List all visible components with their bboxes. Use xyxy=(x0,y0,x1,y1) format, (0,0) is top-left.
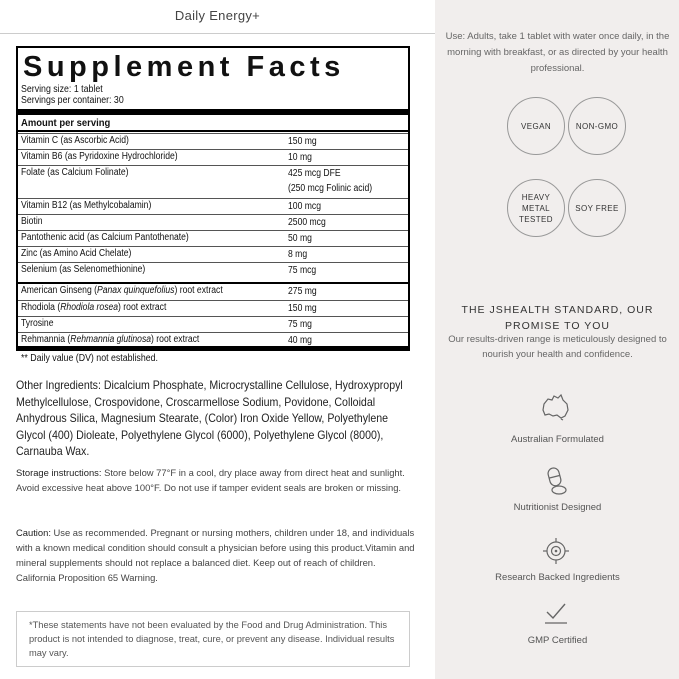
thick-rule xyxy=(18,346,408,350)
nutrient-row xyxy=(18,316,408,333)
nutrient-amount: 425 mcg DFE xyxy=(288,168,341,179)
nutrient-row xyxy=(18,165,408,199)
australia-map-icon xyxy=(537,392,575,422)
nutrient-name: Rhodiola (Rhodiola rosea) root extract xyxy=(21,302,167,313)
feature-label: Nutritionist Designed xyxy=(513,502,602,513)
nutrient-name: Folate (as Calcium Folinate) xyxy=(21,167,129,178)
fda-disclaimer: *These statements have not been evaluated by the Food and Drug Administration. This product is not intended to diagnose, treat, cure, or prevent any disease. Individual results may vary. xyxy=(16,611,410,667)
nutrient-row xyxy=(18,300,408,317)
caution-label: Caution: xyxy=(16,527,51,538)
nutrient-row xyxy=(18,230,408,247)
nutrient-row xyxy=(18,198,408,215)
nutrient-name: Zinc (as Amino Acid Chelate) xyxy=(21,248,132,259)
nutrient-amount: 75 mg xyxy=(288,319,312,330)
non-gmo-badge: NON-GMO xyxy=(568,97,626,155)
nutrient-row xyxy=(18,284,408,300)
supplement-facts-panel xyxy=(16,46,410,364)
storage-instructions xyxy=(16,465,416,495)
amount-per-serving: Amount per serving xyxy=(21,117,111,129)
standard-title: THE JSHEALTH STANDARD, OUR PROMISE TO YOU xyxy=(461,304,654,332)
nutrient-amount: 150 mg xyxy=(288,303,317,314)
product-title: Daily Energy+ xyxy=(174,8,261,23)
storage-label: Storage instructions: xyxy=(16,467,102,478)
nutrient-name: Vitamin B6 (as Pyridoxine Hydrochloride) xyxy=(21,151,178,162)
divider xyxy=(0,33,435,34)
nutrient-row xyxy=(18,214,408,231)
target-icon xyxy=(537,536,575,566)
vegan-badge: VEGAN xyxy=(507,97,565,155)
nutrient-row xyxy=(18,262,408,279)
feature-label: Australian Formulated xyxy=(511,434,604,445)
checkmark-icon xyxy=(537,598,575,628)
footnote: ** Daily value (DV) not established. xyxy=(21,353,158,364)
nutrient-amount: 10 mg xyxy=(288,152,312,163)
thick-rule xyxy=(18,109,408,115)
nutrient-name: American Ginseng (Panax quinquefolius) root extract xyxy=(21,285,223,296)
nutrient-amount: 2500 mcg xyxy=(288,217,326,228)
nutrient-name: Vitamin C (as Ascorbic Acid) xyxy=(21,135,129,146)
nutrient-amount: 150 mg xyxy=(288,136,317,147)
nutrient-name: Rehmannia (Rehmannia glutinosa) root extract xyxy=(21,334,200,345)
caution-text: Use as recommended. Pregnant or nursing mothers, children under 18, and individuals with a known medical condition should consult a physician before using this product.Vitamin and mineral supplements should not replace a balanced diet. Keep out of reach of children. California Proposition 65 Warning. xyxy=(16,527,415,583)
nutrient-row xyxy=(18,246,408,263)
feature-label: GMP Certified xyxy=(527,635,588,646)
caution xyxy=(16,525,416,585)
medium-rule xyxy=(18,130,408,132)
storage-text: Store below 77°F in a cool, dry place away from direct heat and sunlight. Avoid excessive heat above 100°F. Do not use if tamper evident seals are broken or missing. xyxy=(16,467,405,493)
capsule-icon xyxy=(537,466,575,496)
nutrient-name: Selenium (as Selenomethionine) xyxy=(21,264,146,275)
feature-label: Research Backed Ingredients xyxy=(495,572,620,583)
nutrient-amount: 275 mg xyxy=(288,286,317,297)
nutrient-amount-detail: (250 mcg Folinic acid) xyxy=(288,183,373,194)
nutrient-row xyxy=(18,133,408,150)
other-ingredients: Other Ingredients: Dicalcium Phosphate, Microcrystalline Cellulose, Hydroxypropyl Methylcellulose, Crospovidone, Croscarmellose Sodium, Povidone, Colloidal Anhydrous Silica, Magnesium Stearate, (Color) Iron Oxide Yellow, Polyethylene Glycol (400) Dioleate, Polyethylene Glycol (6000), Polyethylene Glycol (8000), Carnauba Wax. xyxy=(16,379,403,458)
nutrient-amount: 50 mg xyxy=(288,233,312,244)
heavy-metal-tested-badge: HEAVY METAL TESTED xyxy=(507,179,565,237)
usage-instructions: Use: Adults, take 1 tablet with water once daily, in the morning with breakfast, or as directed by your health professional. xyxy=(445,31,670,74)
serving-size: Serving size: 1 tablet xyxy=(21,84,103,95)
nutrient-name: Biotin xyxy=(21,216,43,227)
nutrient-row xyxy=(18,149,408,166)
nutrient-name: Pantothenic acid (as Calcium Pantothenate) xyxy=(21,232,189,243)
nutrient-amount: 8 mg xyxy=(288,249,308,260)
nutrient-name: Tyrosine xyxy=(21,318,54,329)
nutrient-amount: 75 mcg xyxy=(288,265,317,276)
nutrient-amount: 40 mg xyxy=(288,335,312,346)
standard-text: Our results-driven range is meticulously designed to nourish your health and confidence. xyxy=(448,334,667,360)
nutrient-name: Vitamin B12 (as Methylcobalamin) xyxy=(21,200,152,211)
soy-free-badge: SOY FREE xyxy=(568,179,626,237)
servings-per-container: Servings per container: 30 xyxy=(21,95,124,106)
nutrient-amount: 100 mcg xyxy=(288,201,321,212)
supplement-facts-heading: Supplement Facts xyxy=(23,51,345,83)
